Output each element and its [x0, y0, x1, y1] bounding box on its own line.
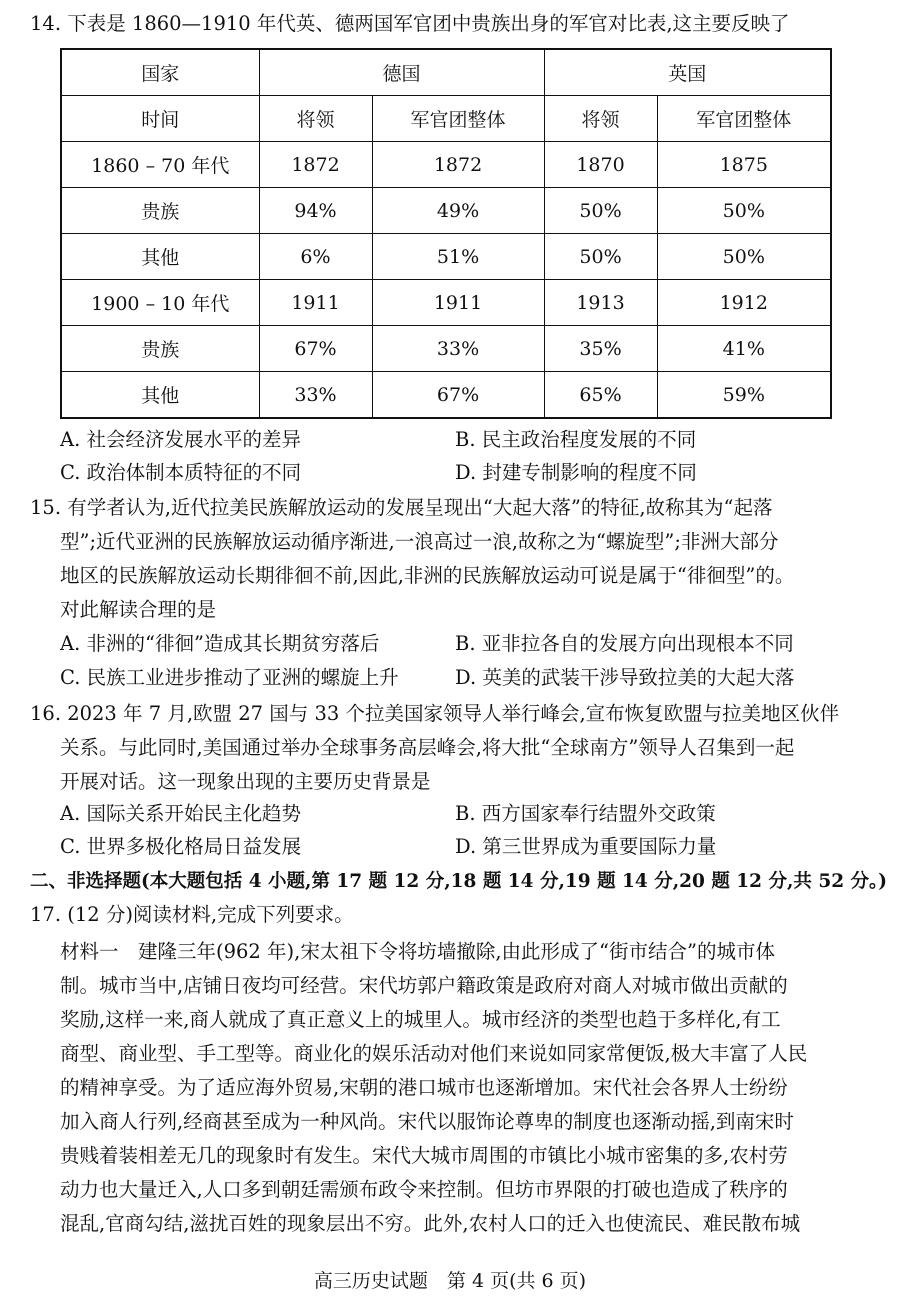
q15-option-b[interactable]: B. 亚非拉各自的发展方向出现根本不同	[455, 632, 794, 655]
table-row	[61, 49, 831, 96]
q14-option-c[interactable]: C. 政治体制本质特征的不同	[60, 461, 302, 484]
table-cell: 67%	[372, 372, 544, 419]
table-cell: 时间	[61, 96, 259, 142]
q14-option-d[interactable]: D. 封建专制影响的程度不同	[455, 461, 697, 484]
table-cell: 33%	[372, 326, 544, 372]
q16-line: 开展对话。这一现象出现的主要历史背景是	[60, 770, 431, 793]
q16-option-c[interactable]: C. 世界多极化格局日益发展	[60, 835, 302, 858]
table-cell: 1870	[544, 142, 657, 188]
table-cell: 其他	[61, 372, 259, 419]
q15-line: 对此解读合理的是	[60, 598, 217, 621]
table-cell: 1900 – 10 年代	[61, 280, 259, 326]
table-cell: 将领	[259, 96, 372, 142]
q17-material-line: 奖励,这样一来,商人就成了真正意义上的城里人。城市经济的类型也趋于多样化,有工	[60, 1008, 781, 1031]
q16-option-a[interactable]: A. 国际关系开始民主化趋势	[60, 802, 301, 825]
q14-option-a[interactable]: A. 社会经济发展水平的差异	[60, 428, 301, 451]
table-cell: 6%	[259, 234, 372, 280]
table-cell: 1911	[372, 280, 544, 326]
q17-stem: 17. (12 分)阅读材料,完成下列要求。	[30, 903, 354, 926]
q15-line: 15. 有学者认为,近代拉美民族解放运动的发展呈现出“大起大落”的特征,故称其为“起落	[30, 496, 773, 519]
table-row	[61, 280, 831, 326]
q17-material-line: 材料一 建隆三年(962 年),宋太祖下令将坊墙撤除,由此形成了“街市结合”的城市体	[60, 940, 775, 963]
q17-material-line: 动力也大量迁入,人口多到朝廷需颁布政令来控制。但坊市界限的打破也造成了秩序的	[60, 1178, 788, 1201]
table-cell: 94%	[259, 188, 372, 234]
section-heading: 二、非选择题(本大题包括 4 小题,第 17 题 12 分,18 题 14 分,19 题 14 分,20 题 12 分,共 52 分。)	[30, 871, 888, 892]
q14-stem: 14. 下表是 1860—1910 年代英、德两国军官团中贵族出身的军官对比表,这主要反映了	[30, 12, 790, 35]
table-cell: 将领	[544, 96, 657, 142]
table-cell: 51%	[372, 234, 544, 280]
table-cell: 65%	[544, 372, 657, 419]
table-cell: 67%	[259, 326, 372, 372]
table-cell: 33%	[259, 372, 372, 419]
table-row	[61, 142, 831, 188]
table-cell: 1872	[372, 142, 544, 188]
q17-material-line: 混乱,官商勾结,滋扰百姓的现象层出不穷。此外,农村人口的迁入也使流民、难民散布城	[60, 1212, 801, 1235]
table-cell: 1872	[259, 142, 372, 188]
q15-option-a[interactable]: A. 非洲的“徘徊”造成其长期贫穷落后	[60, 632, 380, 655]
q17-material-line: 加入商人行列,经商甚至成为一种风尚。宋代以服饰论尊卑的制度也逐渐动摇,到南宋时	[60, 1110, 794, 1133]
q17-material-line: 的精神享受。为了适应海外贸易,宋朝的港口城市也逐渐增加。宋代社会各界人士纷纷	[60, 1076, 788, 1099]
q15-option-d[interactable]: D. 英美的武装干涉导致拉美的大起大落	[455, 666, 795, 689]
table-cell: 50%	[657, 188, 831, 234]
table-cell: 其他	[61, 234, 259, 280]
table-cell: 41%	[657, 326, 831, 372]
q16-option-d[interactable]: D. 第三世界成为重要国际力量	[455, 835, 717, 858]
table-cell: 1860 – 70 年代	[61, 142, 259, 188]
table-cell: 英国	[544, 49, 831, 96]
table-cell: 59%	[657, 372, 831, 419]
table-cell: 1875	[657, 142, 831, 188]
table-cell: 德国	[259, 49, 544, 96]
q17-material-line: 贵贱着装相差无几的现象时有发生。宋代大城市周围的市镇比小城市密集的多,农村劳	[60, 1144, 788, 1167]
table-row	[61, 188, 831, 234]
comparison-table	[60, 48, 832, 419]
q15-line: 地区的民族解放运动长期徘徊不前,因此,非洲的民族解放运动可说是属于“徘徊型”的。	[60, 564, 795, 587]
table-row	[61, 234, 831, 280]
table-cell: 1913	[544, 280, 657, 326]
table-cell: 50%	[544, 234, 657, 280]
q15-line: 型”;近代亚洲的民族解放运动循序渐进,一浪高过一浪,故称之为“螺旋型”;非洲大部分	[60, 530, 779, 553]
q17-material-line: 制。城市当中,店铺日夜均可经营。宋代坊郭户籍政策是政府对商人对城市做出贡献的	[60, 974, 788, 997]
table-cell: 军官团整体	[657, 96, 831, 142]
q17-material-line: 商型、商业型、手工型等。商业化的娱乐活动对他们来说如同家常便饭,极大丰富了人民	[60, 1042, 808, 1065]
table-row	[61, 96, 831, 142]
table-cell: 军官团整体	[372, 96, 544, 142]
table-cell: 1912	[657, 280, 831, 326]
q16-line: 关系。与此同时,美国通过举办全球事务高层峰会,将大批“全球南方”领导人召集到一起	[60, 736, 795, 759]
table-cell: 贵族	[61, 188, 259, 234]
table-cell: 49%	[372, 188, 544, 234]
page-footer: 高三历史试题 第 4 页(共 6 页)	[313, 1270, 587, 1292]
table-cell: 50%	[657, 234, 831, 280]
table-row	[61, 372, 831, 419]
q15-option-c[interactable]: C. 民族工业进步推动了亚洲的螺旋上升	[60, 666, 399, 689]
table-cell: 1911	[259, 280, 372, 326]
table-cell: 35%	[544, 326, 657, 372]
table-cell: 国家	[61, 49, 259, 96]
q16-line: 16. 2023 年 7 月,欧盟 27 国与 33 个拉美国家领导人举行峰会,宣布恢复欧盟与拉美地区伙伴	[30, 702, 840, 725]
q16-option-b[interactable]: B. 西方国家奉行结盟外交政策	[455, 802, 716, 825]
table-cell: 50%	[544, 188, 657, 234]
q14-option-b[interactable]: B. 民主政治程度发展的不同	[455, 428, 697, 451]
table-row	[61, 326, 831, 372]
table-cell: 贵族	[61, 326, 259, 372]
